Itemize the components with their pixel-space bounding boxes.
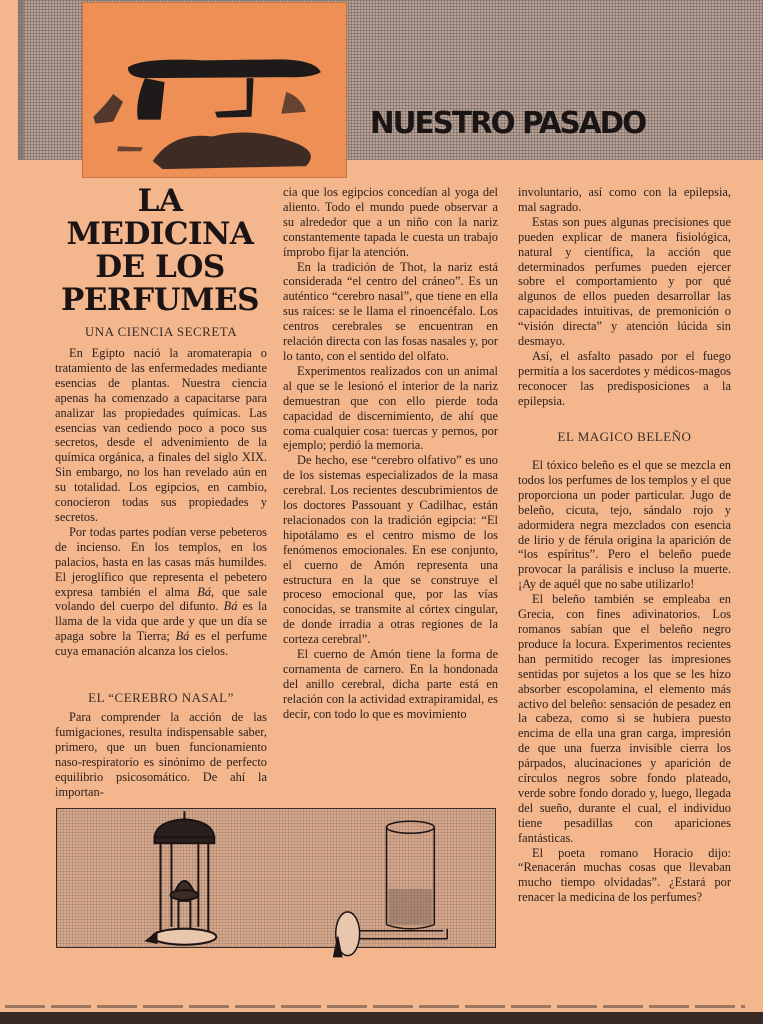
article-headline (55, 185, 265, 317)
engraving-illustration (56, 808, 496, 948)
column-1-continued (55, 710, 267, 799)
dolmen-illustration (83, 3, 346, 177)
series-title: NUESTRO PASADO (370, 106, 646, 141)
page-bottom-shadow (0, 1012, 763, 1024)
headline-line: PERFUMES (60, 282, 260, 318)
paragraph: cia que los egipcios concedían al yoga del aliento. Todo el mundo puede observar a su alrededor que a un niño con la nariz constantemente tapada le cuesta un trabajo ímprobo fijar la atención. (283, 185, 498, 259)
paragraph: De hecho, ese “cerebro olfativo” es uno de los sistemas especializados de la masa cerebral. Los recientes descubrimientos de los doctores Passouant y Cadilhac, están relacionados con la tradición egipcia: “El hipotálamo es el centro mismo de los fenómenos emocionales. En ese conjunto, el cuerno de Amón representa una estructura en la que se construye el proceso emocional que, por las vías conocidas, se transmite al córtex cingular, de donde irradia a otras regiones de la corteza cerebral”. (283, 453, 498, 647)
italic-ba: Bá (197, 584, 212, 599)
glass-cylinder (334, 821, 447, 956)
subhead-nasal: EL “CEREBRO NASAL” (88, 690, 234, 705)
paragraph: Experimentos realizados con un animal al que se le lesionó el interior de la nariz demuestran que con ello pierde toda capacidad de discernimiento, de ahí que coma cualquier cosa: tuercas y pernos, por ejemplo; perdió la memoria. (283, 363, 498, 453)
paragraph: Para comprender la acción de las fumigaciones, resulta indispensable saber, primero, que un buen funcionamiento naso-respiratorio es sinónimo de perfecto equilibrio psicosomático. De ahí la importan- (55, 710, 267, 799)
banner-edge (18, 0, 24, 160)
paragraph: En la tradición de Thot, la nariz está considerada “el centro del cráneo”. Es un auténtico “cerebro nasal”, que tiene en ella sus raíces: se le llama el rinoencéfalo. Los centros cerebrales se encuentran en relación directa con las fosas nasales y, por lo tanto, con el sentido del olfato. (283, 259, 498, 363)
headline-line: DE LOS (95, 249, 225, 285)
column-3 (518, 185, 731, 409)
paragraph: involuntario, así como con la epilepsia, mal sagrado. (518, 185, 731, 214)
italic-ba: Bá (175, 629, 190, 644)
text-run: Por todas partes podían verse pebeteros de incienso. En los templos, en los palacios, hasta en las casas más humildes. El jeroglífico que representa el pebetero expresa también el alma (55, 524, 267, 599)
paragraph: Así, el asfalto pasado por el fuego permitía a los sacerdotes y médicos-magos reconocer las predisposiciones a la epilepsia. (518, 348, 731, 408)
text-run: es la llama de la vida que arde y que un día se apaga sobre la Tierra; (55, 599, 267, 644)
column-1 (55, 346, 267, 659)
text-run: , que sale volando del cuerpo del difunto. (55, 584, 267, 614)
text-run: es el perfume cuya emanación alcanza los cielos. (55, 629, 267, 659)
paragraph: Estas son pues algunas precisiones que pueden explicar de manera fisiológica, natural y científica, la acción que determinados perfumes pueden ejercer sobre el comportamiento y por qué algunos de ellos pueden desarrollar las capacidades intuitivas, de premonición o “visión directa” y atención lúcida sin desmayo. (518, 214, 731, 349)
headline-line: MEDICINA (66, 216, 254, 252)
incense-pavilion (147, 811, 217, 944)
dolmen-photo (82, 2, 347, 178)
paragraph: En Egipto nació la aromaterapia o tratamiento de las enfermedades mediante esencias de plantas. Nuestra ciencia apenas ha comenzado a capacitarse para analizar las propiedades químicas. Las esencias van cediendo poco a poco sus secretos, desde el advenimiento de la química orgánica, a finales del siglo XIX. Sin embargo, no los han revelado aún en su totalidad. Los egipcios, en cambio, conocieron todas sus propiedades y secretos. (55, 346, 267, 524)
subhead-beleno: EL MAGICO BELEÑO (557, 429, 692, 444)
column-3-continued (518, 458, 731, 905)
paragraph: El poeta romano Horacio dijo: “Renacerán muchas cosas que llevaban mucho tiempo olvidadas”. ¿Estará por renacer la medicina de los perfumes? (518, 845, 731, 905)
italic-ba: Bá (223, 599, 238, 614)
paragraph: El cuerno de Amón tiene la forma de cornamenta de carnero. En la hondonada del anillo cerebral, dicha parte está en relación con la actividad extrapiramidal, es decir, con todo lo que es movimiento (283, 647, 498, 721)
paragraph: El beleño también se empleaba en Grecia, con fines adivinatorios. Los romanos sabían que el beleño negro produce la locura. Experimentos recientes han permitido recoger las impresiones sentidas por sujetos a los que se les hizo absorber escopolamina, el elemento más activo del beleño: sensación de pesadez en la cabeza, como si se hubiera puesto encima de ella una gran carga, impresión de que una fuerza invisible cierra los párpados, alucinaciones y aparición de círculos negros sobre fondo plateado, verde sobre fondo dorado y, luego, llegada del sueño, durante el cual, el individuo tiene pesadillas con apariciones fantásticas. (518, 592, 731, 845)
paragraph (55, 525, 267, 659)
headline-line: LA (137, 183, 183, 219)
incense-apparatus-drawing (57, 809, 495, 959)
subhead-intro: UNA CIENCIA SECRETA (84, 324, 238, 339)
paragraph: El tóxico beleño es el que se mezcla en todos los perfumes de los templos y el que proporciona un poder particular. Jugo de beleño, cicuta, tejo, sándalo rojo y adormidera negra mezclados con esencia de lirio y de férula origina la aparición de “los espíritus”. Pero el beleño puede provocar la parálisis e incluso la muerte. ¡Ay de aquél que no sabe utilizarlo! (518, 458, 731, 592)
column-2 (283, 185, 498, 722)
page-edge-rule (5, 1005, 745, 1008)
